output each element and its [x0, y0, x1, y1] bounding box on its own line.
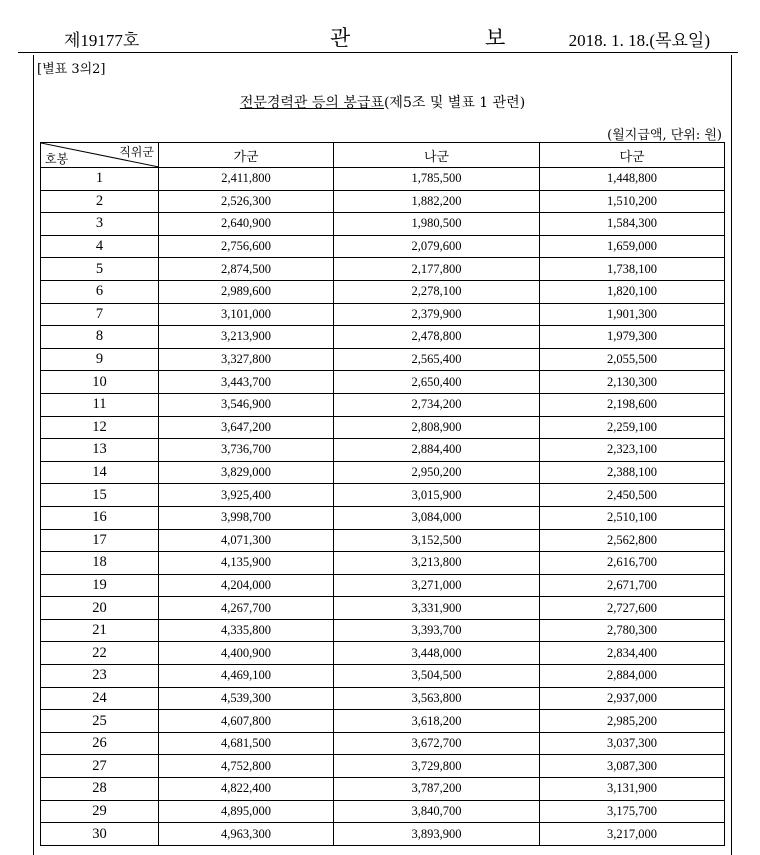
salary-cell: 3,331,900 — [334, 597, 540, 620]
table-row — [41, 755, 725, 778]
step-cell: 29 — [41, 800, 159, 823]
step-cell: 23 — [41, 665, 159, 688]
salary-cell: 3,729,800 — [334, 755, 540, 778]
salary-cell: 2,510,100 — [540, 506, 725, 529]
salary-cell: 2,379,900 — [334, 303, 540, 326]
salary-cell: 4,607,800 — [159, 710, 334, 733]
salary-cell: 2,780,300 — [540, 619, 725, 642]
salary-cell: 2,478,800 — [334, 326, 540, 349]
step-cell: 10 — [41, 371, 159, 394]
step-cell: 12 — [41, 416, 159, 439]
salary-cell: 2,177,800 — [334, 258, 540, 281]
step-cell: 8 — [41, 326, 159, 349]
salary-cell: 4,752,800 — [159, 755, 334, 778]
issue-number: 제19177호 — [64, 31, 140, 50]
corner-cell — [41, 143, 159, 168]
salary-cell: 2,198,600 — [540, 393, 725, 416]
table-row — [41, 326, 725, 349]
salary-cell: 1,882,200 — [334, 190, 540, 213]
table-row — [41, 710, 725, 733]
table-row — [41, 778, 725, 801]
salary-cell: 3,152,500 — [334, 529, 540, 552]
salary-cell: 3,393,700 — [334, 619, 540, 642]
step-cell: 17 — [41, 529, 159, 552]
salary-cell: 2,526,300 — [159, 190, 334, 213]
salary-cell: 3,213,900 — [159, 326, 334, 349]
salary-cell: 3,327,800 — [159, 348, 334, 371]
step-cell: 14 — [41, 461, 159, 484]
salary-cell: 4,135,900 — [159, 552, 334, 575]
salary-cell: 4,204,000 — [159, 574, 334, 597]
table-row — [41, 642, 725, 665]
table-row — [41, 574, 725, 597]
table-row — [41, 506, 725, 529]
table-row — [41, 213, 725, 236]
step-cell: 24 — [41, 687, 159, 710]
salary-cell: 3,672,700 — [334, 732, 540, 755]
salary-cell: 4,963,300 — [159, 823, 334, 846]
salary-cell: 1,820,100 — [540, 280, 725, 303]
table-row — [41, 258, 725, 281]
salary-cell: 1,785,500 — [334, 168, 540, 191]
salary-cell: 2,323,100 — [540, 439, 725, 462]
step-cell: 11 — [41, 393, 159, 416]
table-row — [41, 461, 725, 484]
table-header-row — [41, 143, 725, 168]
salary-cell: 3,998,700 — [159, 506, 334, 529]
salary-cell: 3,504,500 — [334, 665, 540, 688]
table-row — [41, 665, 725, 688]
salary-cell: 1,901,300 — [540, 303, 725, 326]
salary-cell: 3,084,000 — [334, 506, 540, 529]
table-row — [41, 823, 725, 846]
salary-cell: 2,278,100 — [334, 280, 540, 303]
salary-cell: 2,259,100 — [540, 416, 725, 439]
table-row — [41, 371, 725, 394]
salary-cell: 2,650,400 — [334, 371, 540, 394]
salary-cell: 3,443,700 — [159, 371, 334, 394]
table-row — [41, 280, 725, 303]
title-main: 전문경력관 등의 봉급표 — [239, 95, 384, 111]
salary-cell: 2,388,100 — [540, 461, 725, 484]
table-row — [41, 190, 725, 213]
salary-cell: 2,562,800 — [540, 529, 725, 552]
salary-cell: 3,175,700 — [540, 800, 725, 823]
table-row — [41, 732, 725, 755]
table-row — [41, 393, 725, 416]
step-cell: 4 — [41, 235, 159, 258]
table-title — [34, 92, 731, 112]
salary-cell: 3,893,900 — [334, 823, 540, 846]
salary-cell: 4,681,500 — [159, 732, 334, 755]
step-cell: 25 — [41, 710, 159, 733]
salary-cell: 2,450,500 — [540, 484, 725, 507]
salary-cell: 1,979,300 — [540, 326, 725, 349]
table-row — [41, 348, 725, 371]
table-row — [41, 439, 725, 462]
salary-cell: 2,834,400 — [540, 642, 725, 665]
salary-cell: 3,217,000 — [540, 823, 725, 846]
step-cell: 2 — [41, 190, 159, 213]
salary-cell: 1,659,000 — [540, 235, 725, 258]
salary-cell: 4,895,000 — [159, 800, 334, 823]
step-cell: 28 — [41, 778, 159, 801]
salary-cell: 3,618,200 — [334, 710, 540, 733]
step-cell: 30 — [41, 823, 159, 846]
table-row — [41, 800, 725, 823]
salary-cell: 1,738,100 — [540, 258, 725, 281]
salary-cell: 2,411,800 — [159, 168, 334, 191]
salary-cell: 4,335,800 — [159, 619, 334, 642]
salary-cell: 4,071,300 — [159, 529, 334, 552]
salary-cell: 1,980,500 — [334, 213, 540, 236]
table-row — [41, 597, 725, 620]
step-cell: 7 — [41, 303, 159, 326]
step-cell: 6 — [41, 280, 159, 303]
step-cell: 19 — [41, 574, 159, 597]
salary-cell: 2,937,000 — [540, 687, 725, 710]
salary-cell: 2,055,500 — [540, 348, 725, 371]
salary-cell: 3,787,200 — [334, 778, 540, 801]
step-cell: 26 — [41, 732, 159, 755]
table-row — [41, 529, 725, 552]
step-cell: 5 — [41, 258, 159, 281]
step-cell: 1 — [41, 168, 159, 191]
column-header: 다군 — [540, 143, 725, 168]
salary-cell: 1,448,800 — [540, 168, 725, 191]
table-row — [41, 235, 725, 258]
table-row — [41, 303, 725, 326]
table-row — [41, 416, 725, 439]
table-row — [41, 619, 725, 642]
salary-cell: 3,925,400 — [159, 484, 334, 507]
salary-cell: 2,985,200 — [540, 710, 725, 733]
salary-cell: 3,647,200 — [159, 416, 334, 439]
column-header: 가군 — [159, 143, 334, 168]
table-row — [41, 168, 725, 191]
salary-cell: 2,130,300 — [540, 371, 725, 394]
salary-cell: 1,510,200 — [540, 190, 725, 213]
step-cell: 21 — [41, 619, 159, 642]
table-row — [41, 687, 725, 710]
salary-cell: 2,808,900 — [334, 416, 540, 439]
publication-name: 관 보 — [330, 26, 570, 50]
salary-cell: 2,950,200 — [334, 461, 540, 484]
corner-label-grade: 직위군 — [119, 145, 154, 159]
salary-cell: 3,037,300 — [540, 732, 725, 755]
salary-cell: 2,727,600 — [540, 597, 725, 620]
salary-cell: 4,822,400 — [159, 778, 334, 801]
salary-cell: 2,989,600 — [159, 280, 334, 303]
salary-cell: 2,616,700 — [540, 552, 725, 575]
step-cell: 22 — [41, 642, 159, 665]
salary-cell: 3,829,000 — [159, 461, 334, 484]
header-divider — [18, 52, 738, 53]
salary-cell: 3,546,900 — [159, 393, 334, 416]
salary-cell: 4,400,900 — [159, 642, 334, 665]
step-cell: 20 — [41, 597, 159, 620]
gazette-header — [0, 14, 760, 54]
table-row — [41, 484, 725, 507]
step-cell: 27 — [41, 755, 159, 778]
step-cell: 15 — [41, 484, 159, 507]
salary-cell: 3,087,300 — [540, 755, 725, 778]
publication-date: 2018. 1. 18.(목요일) — [568, 31, 710, 50]
step-cell: 18 — [41, 552, 159, 575]
column-header: 나군 — [334, 143, 540, 168]
salary-cell: 2,884,000 — [540, 665, 725, 688]
salary-cell: 2,565,400 — [334, 348, 540, 371]
salary-cell: 3,448,000 — [334, 642, 540, 665]
salary-cell: 3,271,000 — [334, 574, 540, 597]
salary-cell: 4,539,300 — [159, 687, 334, 710]
salary-cell: 2,640,900 — [159, 213, 334, 236]
salary-cell: 2,079,600 — [334, 235, 540, 258]
salary-cell: 3,101,000 — [159, 303, 334, 326]
salary-cell: 2,734,200 — [334, 393, 540, 416]
salary-cell: 2,756,600 — [159, 235, 334, 258]
unit-note: (월지급액, 단위: 원) — [607, 128, 722, 143]
salary-table — [40, 142, 725, 846]
corner-label-step: 호봉 — [45, 152, 69, 166]
salary-cell: 3,736,700 — [159, 439, 334, 462]
annex-label: [별표 3의2] — [37, 62, 106, 77]
salary-cell: 3,131,900 — [540, 778, 725, 801]
salary-cell: 3,015,900 — [334, 484, 540, 507]
salary-cell: 2,884,400 — [334, 439, 540, 462]
table-body — [41, 168, 725, 846]
salary-cell: 3,840,700 — [334, 800, 540, 823]
salary-cell: 3,563,800 — [334, 687, 540, 710]
salary-cell: 2,874,500 — [159, 258, 334, 281]
step-cell: 13 — [41, 439, 159, 462]
step-cell: 3 — [41, 213, 159, 236]
salary-cell: 3,213,800 — [334, 552, 540, 575]
step-cell: 16 — [41, 506, 159, 529]
step-cell: 9 — [41, 348, 159, 371]
salary-cell: 1,584,300 — [540, 213, 725, 236]
salary-cell: 2,671,700 — [540, 574, 725, 597]
title-rest: (제5조 및 별표 1 관련) — [383, 95, 526, 111]
table-row — [41, 552, 725, 575]
salary-cell: 4,267,700 — [159, 597, 334, 620]
salary-cell: 4,469,100 — [159, 665, 334, 688]
